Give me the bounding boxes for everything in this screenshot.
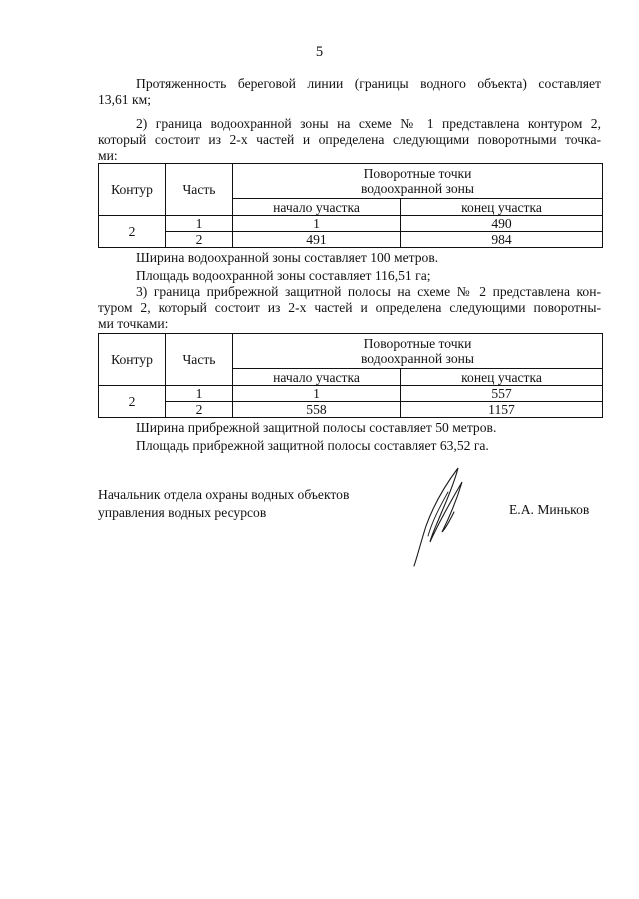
text-line: 3) граница прибрежной защитной полосы на схеме № 2 представлена кон- [136, 284, 601, 299]
cell-contour: 2 [99, 386, 166, 418]
coastal-strip-paragraph [98, 284, 601, 332]
cell-start: 1 [233, 216, 401, 232]
cell-start: 491 [233, 232, 401, 248]
text-line: 13,61 км; [98, 92, 151, 107]
signatory-title [98, 486, 349, 522]
water-zone-width-paragraph [98, 250, 601, 284]
header-part: Часть [166, 164, 233, 216]
header-points-line2: водоохранной зоны [360, 181, 475, 196]
cell-part: 2 [166, 232, 233, 248]
cell-end: 984 [401, 232, 603, 248]
cell-contour: 2 [99, 216, 166, 248]
table-row [99, 232, 603, 248]
cell-end: 557 [401, 386, 603, 402]
text-line: Ширина водоохранной зоны составляет 100 метров. [136, 250, 439, 265]
signatory-name: Е.А. Миньков [509, 502, 590, 517]
text-line: Площадь прибрежной защитной полосы составляет 63,52 га. [136, 438, 489, 453]
text-line: Ширина прибрежной защитной полосы составляет 50 метров. [136, 420, 497, 435]
header-contour: Контур [99, 334, 166, 386]
page-number: 5 [315, 44, 324, 60]
water-zone-paragraph [98, 116, 601, 164]
coastal-strip-table [98, 333, 603, 418]
table-row [99, 402, 603, 418]
text-line: 2) граница водоохранной зоны на схеме № 1 представлена контуром 2, [136, 116, 601, 131]
cell-part: 1 [166, 386, 233, 402]
header-end: конец участка [401, 369, 603, 386]
header-points [233, 334, 603, 369]
header-points [233, 164, 603, 199]
header-start: начало участка [233, 199, 401, 216]
header-end: конец участка [401, 199, 603, 216]
table-row [99, 386, 603, 402]
cell-start: 1 [233, 386, 401, 402]
header-points-line2: водоохранной зоны [360, 351, 475, 366]
coastal-strip-width-paragraph [98, 420, 601, 454]
cell-end: 490 [401, 216, 603, 232]
text-line: туром 2, который состоит из 2-х частей и определена следующими поворотны- [98, 300, 601, 315]
header-part: Часть [166, 334, 233, 386]
text-line: который состоит из 2-х частей и определена следующими поворотными точка- [98, 132, 601, 147]
header-start: начало участка [233, 369, 401, 386]
handwritten-signature [404, 462, 474, 572]
text-line: Площадь водоохранной зоны составляет 116,51 га; [136, 268, 431, 283]
header-points-line1: Поворотные точки [363, 166, 472, 181]
cell-part: 2 [166, 402, 233, 418]
water-zone-table [98, 163, 603, 248]
cell-part: 1 [166, 216, 233, 232]
signatory-title-line1: Начальник отдела охраны водных объектов [98, 487, 350, 502]
signatory-title-line2: управления водных ресурсов [98, 505, 267, 520]
shoreline-paragraph [98, 76, 601, 108]
cell-start: 558 [233, 402, 401, 418]
table-row [99, 216, 603, 232]
text-line: ми точками: [98, 316, 169, 331]
cell-end: 1157 [401, 402, 603, 418]
text-line: Протяженность береговой линии (границы водного объекта) составляет [136, 76, 601, 91]
header-points-line1: Поворотные точки [363, 336, 472, 351]
header-contour: Контур [99, 164, 166, 216]
text-line: ми: [98, 148, 118, 163]
